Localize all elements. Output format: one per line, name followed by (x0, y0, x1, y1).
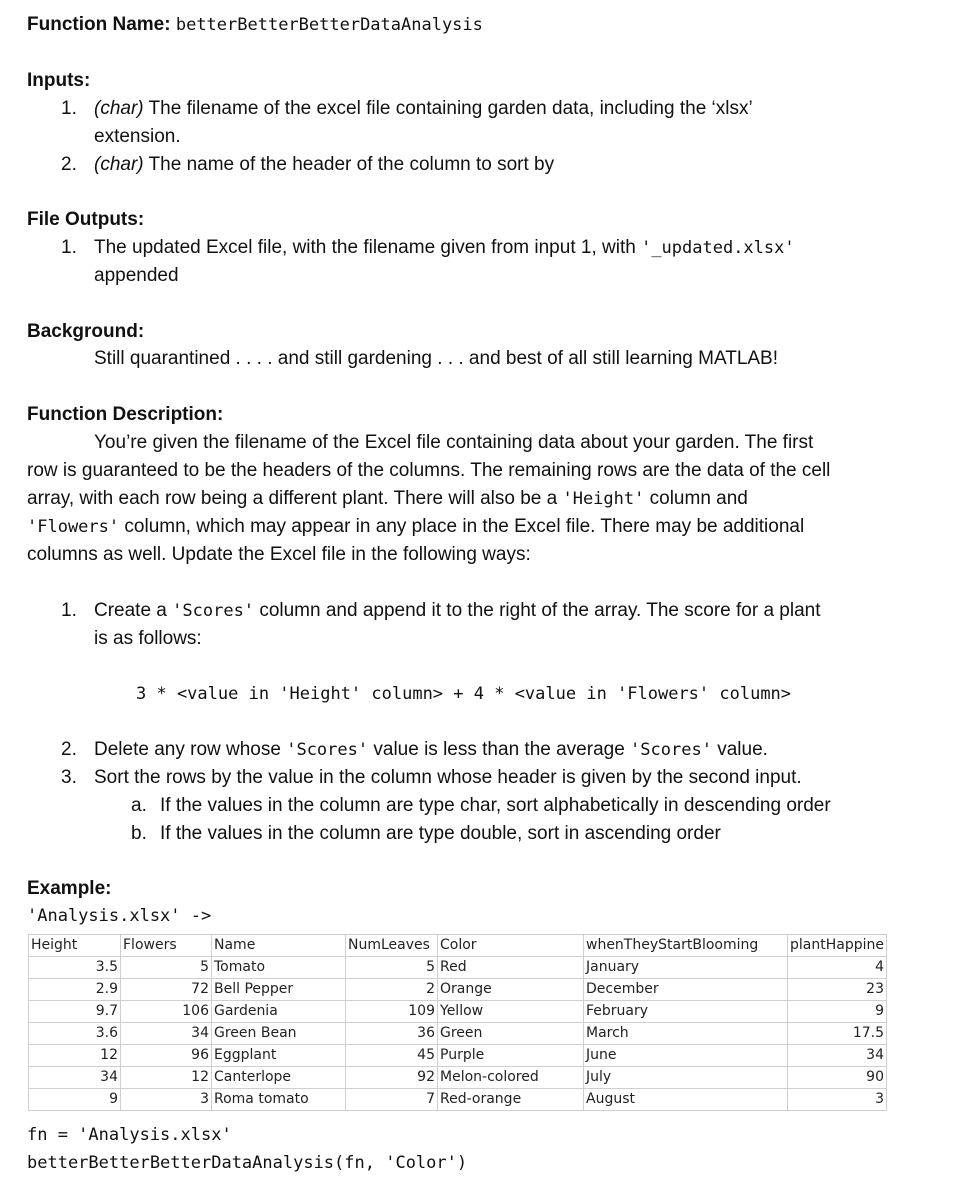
step-3a-letter: a. (131, 795, 147, 816)
header-cell: Color (438, 935, 584, 957)
input-1-number: 1. (61, 98, 77, 119)
table-cell: 7 (346, 1089, 438, 1111)
file-output-desc: The updated Excel file, with the filename given from input 1, with (94, 237, 642, 258)
step-2-post: value. (711, 739, 768, 760)
table-row (29, 1001, 887, 1023)
description-line-3 (27, 488, 748, 510)
step-1-number: 1. (61, 600, 77, 621)
header-cell: Name (212, 935, 346, 957)
input-1-text (94, 98, 753, 120)
score-formula: 3 * <value in 'Height' column> + 4 * <value in 'Flowers' column> (136, 684, 792, 704)
table-cell: 36 (346, 1023, 438, 1045)
table-row (29, 1089, 887, 1111)
table-cell: Orange (438, 979, 584, 1001)
code-line-2: betterBetterBetterDataAnalysis(fn, 'Color') (27, 1153, 468, 1173)
header-cell: Height (29, 935, 121, 957)
table-cell: Canterlope (212, 1067, 346, 1089)
table-cell: 34 (121, 1023, 212, 1045)
height-code: 'Height' (562, 489, 645, 509)
table-cell: Tomato (212, 957, 346, 979)
step-1-line2: is as follows: (94, 628, 202, 649)
table-cell: Eggplant (212, 1045, 346, 1067)
description-heading: Function Description: (27, 404, 224, 425)
step-2-number: 2. (61, 739, 77, 760)
table-cell: 2.9 (29, 979, 121, 1001)
table-cell: 72 (121, 979, 212, 1001)
header-cell: Flowers (121, 935, 212, 957)
input-2-text (94, 154, 554, 176)
table-cell: 3 (788, 1089, 887, 1111)
table-cell: 2 (346, 979, 438, 1001)
table-cell: Bell Pepper (212, 979, 346, 1001)
description-line-4b: column, which may appear in any place in the Excel file. There may be additional (119, 516, 805, 537)
table-cell: Red-orange (438, 1089, 584, 1111)
function-name-line (27, 14, 483, 36)
table-cell: Red (438, 957, 584, 979)
input-1-type: (char) (94, 98, 144, 119)
description-line-1: You’re given the filename of the Excel file containing data about your garden. The first (94, 432, 814, 453)
input-2-number: 2. (61, 154, 77, 175)
function-name-label: Function Name: (27, 14, 171, 35)
table-cell: 106 (121, 1001, 212, 1023)
description-line-5: columns as well. Update the Excel file in the following ways: (27, 544, 531, 565)
step-3-number: 3. (61, 767, 77, 788)
header-cell: whenTheyStartBlooming (584, 935, 788, 957)
description-line-3a: array, with each row being a different plant. There will also be a (27, 488, 563, 509)
table-cell: 45 (346, 1045, 438, 1067)
step-2-text (94, 739, 768, 761)
step-2-mid: value is less than the average (368, 739, 631, 760)
description-line-3b: column and (644, 488, 748, 509)
table-cell: 9 (29, 1089, 121, 1111)
table-cell: Melon-colored (438, 1067, 584, 1089)
background-heading: Background: (27, 321, 145, 342)
table-cell: 17.5 (788, 1023, 887, 1045)
table-cell: July (584, 1067, 788, 1089)
table-cell: August (584, 1089, 788, 1111)
table-cell: 9 (788, 1001, 887, 1023)
step-3-text: Sort the rows by the value in the column whose header is given by the second input. (94, 767, 802, 788)
table-cell: 9.7 (29, 1001, 121, 1023)
step-1-text (94, 600, 821, 622)
table-cell: 5 (121, 957, 212, 979)
table-cell: 96 (121, 1045, 212, 1067)
table-row (29, 1023, 887, 1045)
step-3a-text: If the values in the column are type char, sort alphabetically in descending order (160, 795, 831, 816)
table-cell: 12 (29, 1045, 121, 1067)
inputs-heading: Inputs: (27, 70, 91, 91)
table-cell: January (584, 957, 788, 979)
description-line-4 (27, 516, 804, 538)
table-cell: 3 (121, 1089, 212, 1111)
header-cell: plantHappine (788, 935, 887, 957)
table-cell: 4 (788, 957, 887, 979)
scores-code-3: 'Scores' (630, 740, 712, 760)
table-cell: 92 (346, 1067, 438, 1089)
file-output-code: '_updated.xlsx' (641, 238, 795, 258)
file-output-line2: appended (94, 265, 179, 286)
table-cell: 5 (346, 957, 438, 979)
input-2-desc: The name of the header of the column to sort by (143, 154, 555, 175)
table-cell: Roma tomato (212, 1089, 346, 1111)
background-text: Still quarantined . . . . and still gardening . . . and best of all still learning MATLAB! (94, 348, 779, 369)
file-outputs-heading: File Outputs: (27, 209, 145, 230)
table-cell: March (584, 1023, 788, 1045)
scores-code-2: 'Scores' (286, 740, 369, 760)
table-cell: 3.5 (29, 957, 121, 979)
table-cell: February (584, 1001, 788, 1023)
table-cell: Gardenia (212, 1001, 346, 1023)
table-cell: 34 (788, 1045, 887, 1067)
spreadsheet-table (28, 934, 887, 1111)
step-3b-letter: b. (131, 823, 147, 844)
step-1-pre: Create a (94, 600, 173, 621)
step-2-pre: Delete any row whose (94, 739, 287, 760)
code-line-1: fn = 'Analysis.xlsx' (27, 1125, 232, 1145)
table-cell: Purple (438, 1045, 584, 1067)
table-row (29, 1067, 887, 1089)
example-heading: Example: (27, 878, 112, 899)
step-3b-text: If the values in the column are type double, sort in ascending order (160, 823, 721, 844)
table-cell: Green Bean (212, 1023, 346, 1045)
table-row (29, 979, 887, 1001)
table-cell: 109 (346, 1001, 438, 1023)
table-cell: 12 (121, 1067, 212, 1089)
table-cell: 3.6 (29, 1023, 121, 1045)
file-output-number: 1. (61, 237, 77, 258)
description-line-2: row is guaranteed to be the headers of the columns. The remaining rows are the data of the cell (27, 460, 831, 481)
scores-code: 'Scores' (172, 601, 255, 621)
table-cell: 23 (788, 979, 887, 1001)
example-file: 'Analysis.xlsx' -> (27, 906, 212, 926)
table-cell: Green (438, 1023, 584, 1045)
file-output-text (94, 237, 795, 259)
table-cell: 90 (788, 1067, 887, 1089)
table-header-row (29, 935, 887, 957)
flowers-code: 'Flowers' (27, 517, 120, 537)
table-cell: December (584, 979, 788, 1001)
step-1-post: column and append it to the right of the array. The score for a plant (254, 600, 821, 621)
input-1-desc: The filename of the excel file containing garden data, including the ‘xlsx’ (143, 98, 753, 119)
table-row (29, 957, 887, 979)
table-cell: Yellow (438, 1001, 584, 1023)
function-name: betterBetterBetterDataAnalysis (175, 15, 483, 35)
table-row (29, 1045, 887, 1067)
input-1-desc-line2: extension. (94, 126, 181, 147)
table-cell: 34 (29, 1067, 121, 1089)
input-2-type: (char) (94, 154, 144, 175)
header-cell: NumLeaves (346, 935, 438, 957)
table-cell: June (584, 1045, 788, 1067)
